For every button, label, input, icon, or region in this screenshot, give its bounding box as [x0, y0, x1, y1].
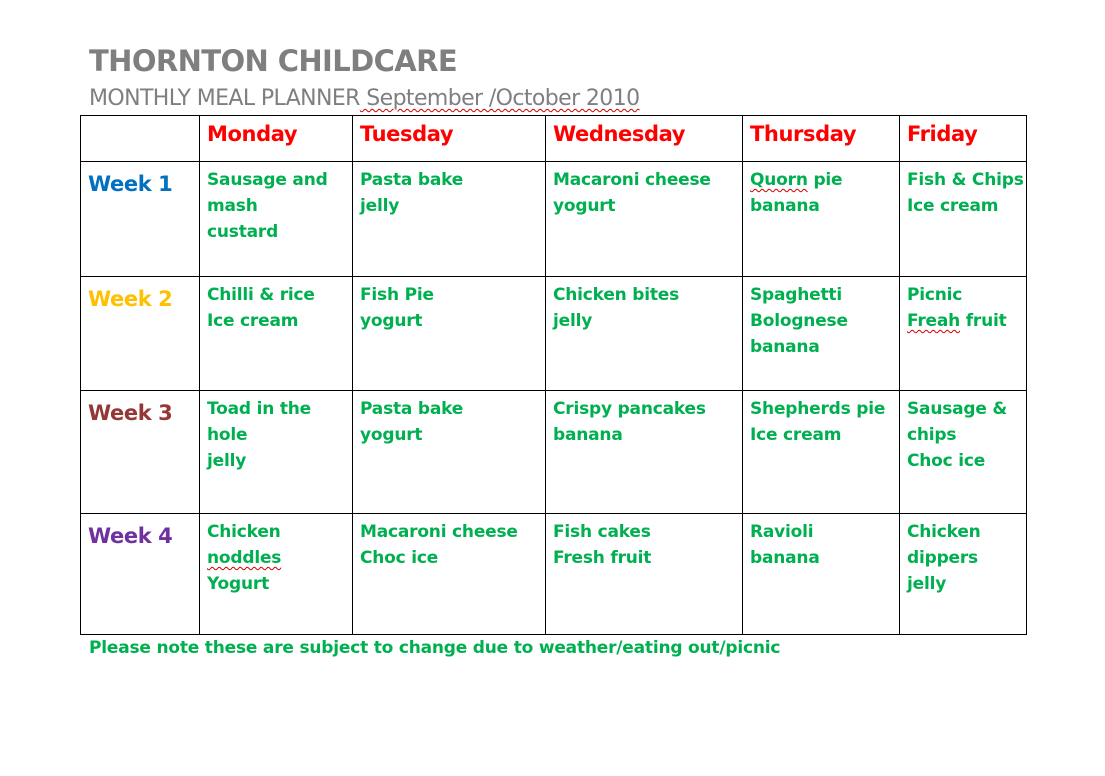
day-header-tuesday: Tuesday	[353, 116, 546, 162]
week-1-row	[81, 162, 1027, 277]
meal-item: mash	[207, 196, 258, 216]
meal-item: Choc ice	[360, 548, 439, 568]
meal-cell-wednesday	[546, 391, 743, 514]
document-subtitle	[89, 86, 640, 111]
meal-cell-tuesday	[353, 277, 546, 391]
meal-item: Pasta bake	[360, 399, 464, 419]
week-2-row	[81, 277, 1027, 391]
meal-item: Ice cream	[207, 311, 299, 331]
meal-item: yogurt	[360, 425, 423, 445]
meal-item: Chicken	[907, 522, 981, 542]
subtitle-dates: September /October 2010	[359, 86, 640, 111]
meal-item: Fish cakes	[553, 522, 651, 542]
document-title: THORNTON CHILDCARE	[89, 44, 458, 78]
meal-item: yogurt	[553, 196, 616, 216]
spellcheck-word: noddles	[207, 548, 282, 568]
meal-item: Chicken	[207, 522, 281, 542]
meal-item: jelly	[360, 196, 400, 216]
header-row	[81, 116, 1027, 162]
meal-item: yogurt	[360, 311, 423, 331]
meal-item: banana	[750, 337, 820, 357]
meal-item: banana	[750, 196, 820, 216]
day-header-monday: Monday	[200, 116, 353, 162]
meal-cell-monday	[200, 162, 353, 277]
week-label: Week 4	[81, 514, 200, 635]
meal-item: Ice cream	[907, 196, 999, 216]
meal-item: chips	[907, 425, 957, 445]
meal-item: Chilli & rice	[207, 285, 315, 305]
meal-cell-monday	[200, 391, 353, 514]
meal-cell-friday	[900, 277, 1027, 391]
meal-item: dippers	[907, 548, 978, 568]
meal-planner-table	[80, 115, 1027, 635]
meal-cell-monday	[200, 514, 353, 635]
meal-item: Toad in the	[207, 399, 311, 419]
meal-item: Freah fruit	[907, 311, 1007, 331]
meal-cell-tuesday	[353, 162, 546, 277]
meal-cell-wednesday	[546, 277, 743, 391]
meal-cell-tuesday	[353, 514, 546, 635]
meal-item: jelly	[907, 574, 947, 594]
meal-item: Macaroni cheese	[360, 522, 518, 542]
meal-item: Pasta bake	[360, 170, 464, 190]
meal-item: Fish Pie	[360, 285, 434, 305]
week-label: Week 1	[81, 162, 200, 277]
meal-item: Fresh fruit	[553, 548, 652, 568]
meal-item: banana	[553, 425, 623, 445]
meal-item: jelly	[207, 451, 247, 471]
meal-cell-thursday	[743, 162, 900, 277]
corner-cell	[81, 116, 200, 162]
week-label: Week 3	[81, 391, 200, 514]
week-3-row	[81, 391, 1027, 514]
subtitle-main: MONTHLY MEAL PLANNER	[89, 86, 360, 111]
meal-cell-tuesday	[353, 391, 546, 514]
week-label: Week 2	[81, 277, 200, 391]
spellcheck-word: Freah	[907, 311, 961, 331]
meal-item: Picnic	[907, 285, 963, 305]
meal-item: Bolognese	[750, 311, 848, 331]
meal-item: hole	[207, 425, 248, 445]
meal-cell-friday	[900, 391, 1027, 514]
week-4-row	[81, 514, 1027, 635]
meal-item: banana	[750, 548, 820, 568]
meal-cell-friday	[900, 514, 1027, 635]
meal-cell-thursday	[743, 277, 900, 391]
meal-cell-thursday	[743, 391, 900, 514]
spellcheck-word: Quorn	[750, 170, 808, 190]
meal-item: custard	[207, 222, 279, 242]
meal-cell-wednesday	[546, 514, 743, 635]
meal-item: Chicken bites	[553, 285, 680, 305]
meal-item	[207, 545, 345, 571]
meal-item: Fish & Chips	[907, 170, 1024, 190]
day-header-friday: Friday	[900, 116, 1027, 162]
meal-item: Quorn pie	[750, 170, 843, 190]
meal-item: jelly	[553, 311, 593, 331]
meal-cell-friday	[900, 162, 1027, 277]
meal-item: Ravioli	[750, 522, 814, 542]
meal-item: Spaghetti	[750, 285, 842, 305]
day-header-thursday: Thursday	[743, 116, 900, 162]
disclaimer-note: Please note these are subject to change due to weather/eating out/picnic	[89, 638, 781, 658]
meal-cell-thursday	[743, 514, 900, 635]
meal-item: Sausage and	[207, 170, 328, 190]
meal-item: Yogurt	[207, 574, 270, 594]
meal-item: Sausage &	[907, 399, 1008, 419]
meal-cell-monday	[200, 277, 353, 391]
meal-item: Shepherds pie	[750, 399, 886, 419]
day-header-wednesday: Wednesday	[546, 116, 743, 162]
meal-item: Crispy pancakes	[553, 399, 706, 419]
meal-item: Ice cream	[750, 425, 842, 445]
meal-item: Choc ice	[907, 451, 986, 471]
meal-item: Macaroni cheese	[553, 170, 711, 190]
meal-cell-wednesday	[546, 162, 743, 277]
